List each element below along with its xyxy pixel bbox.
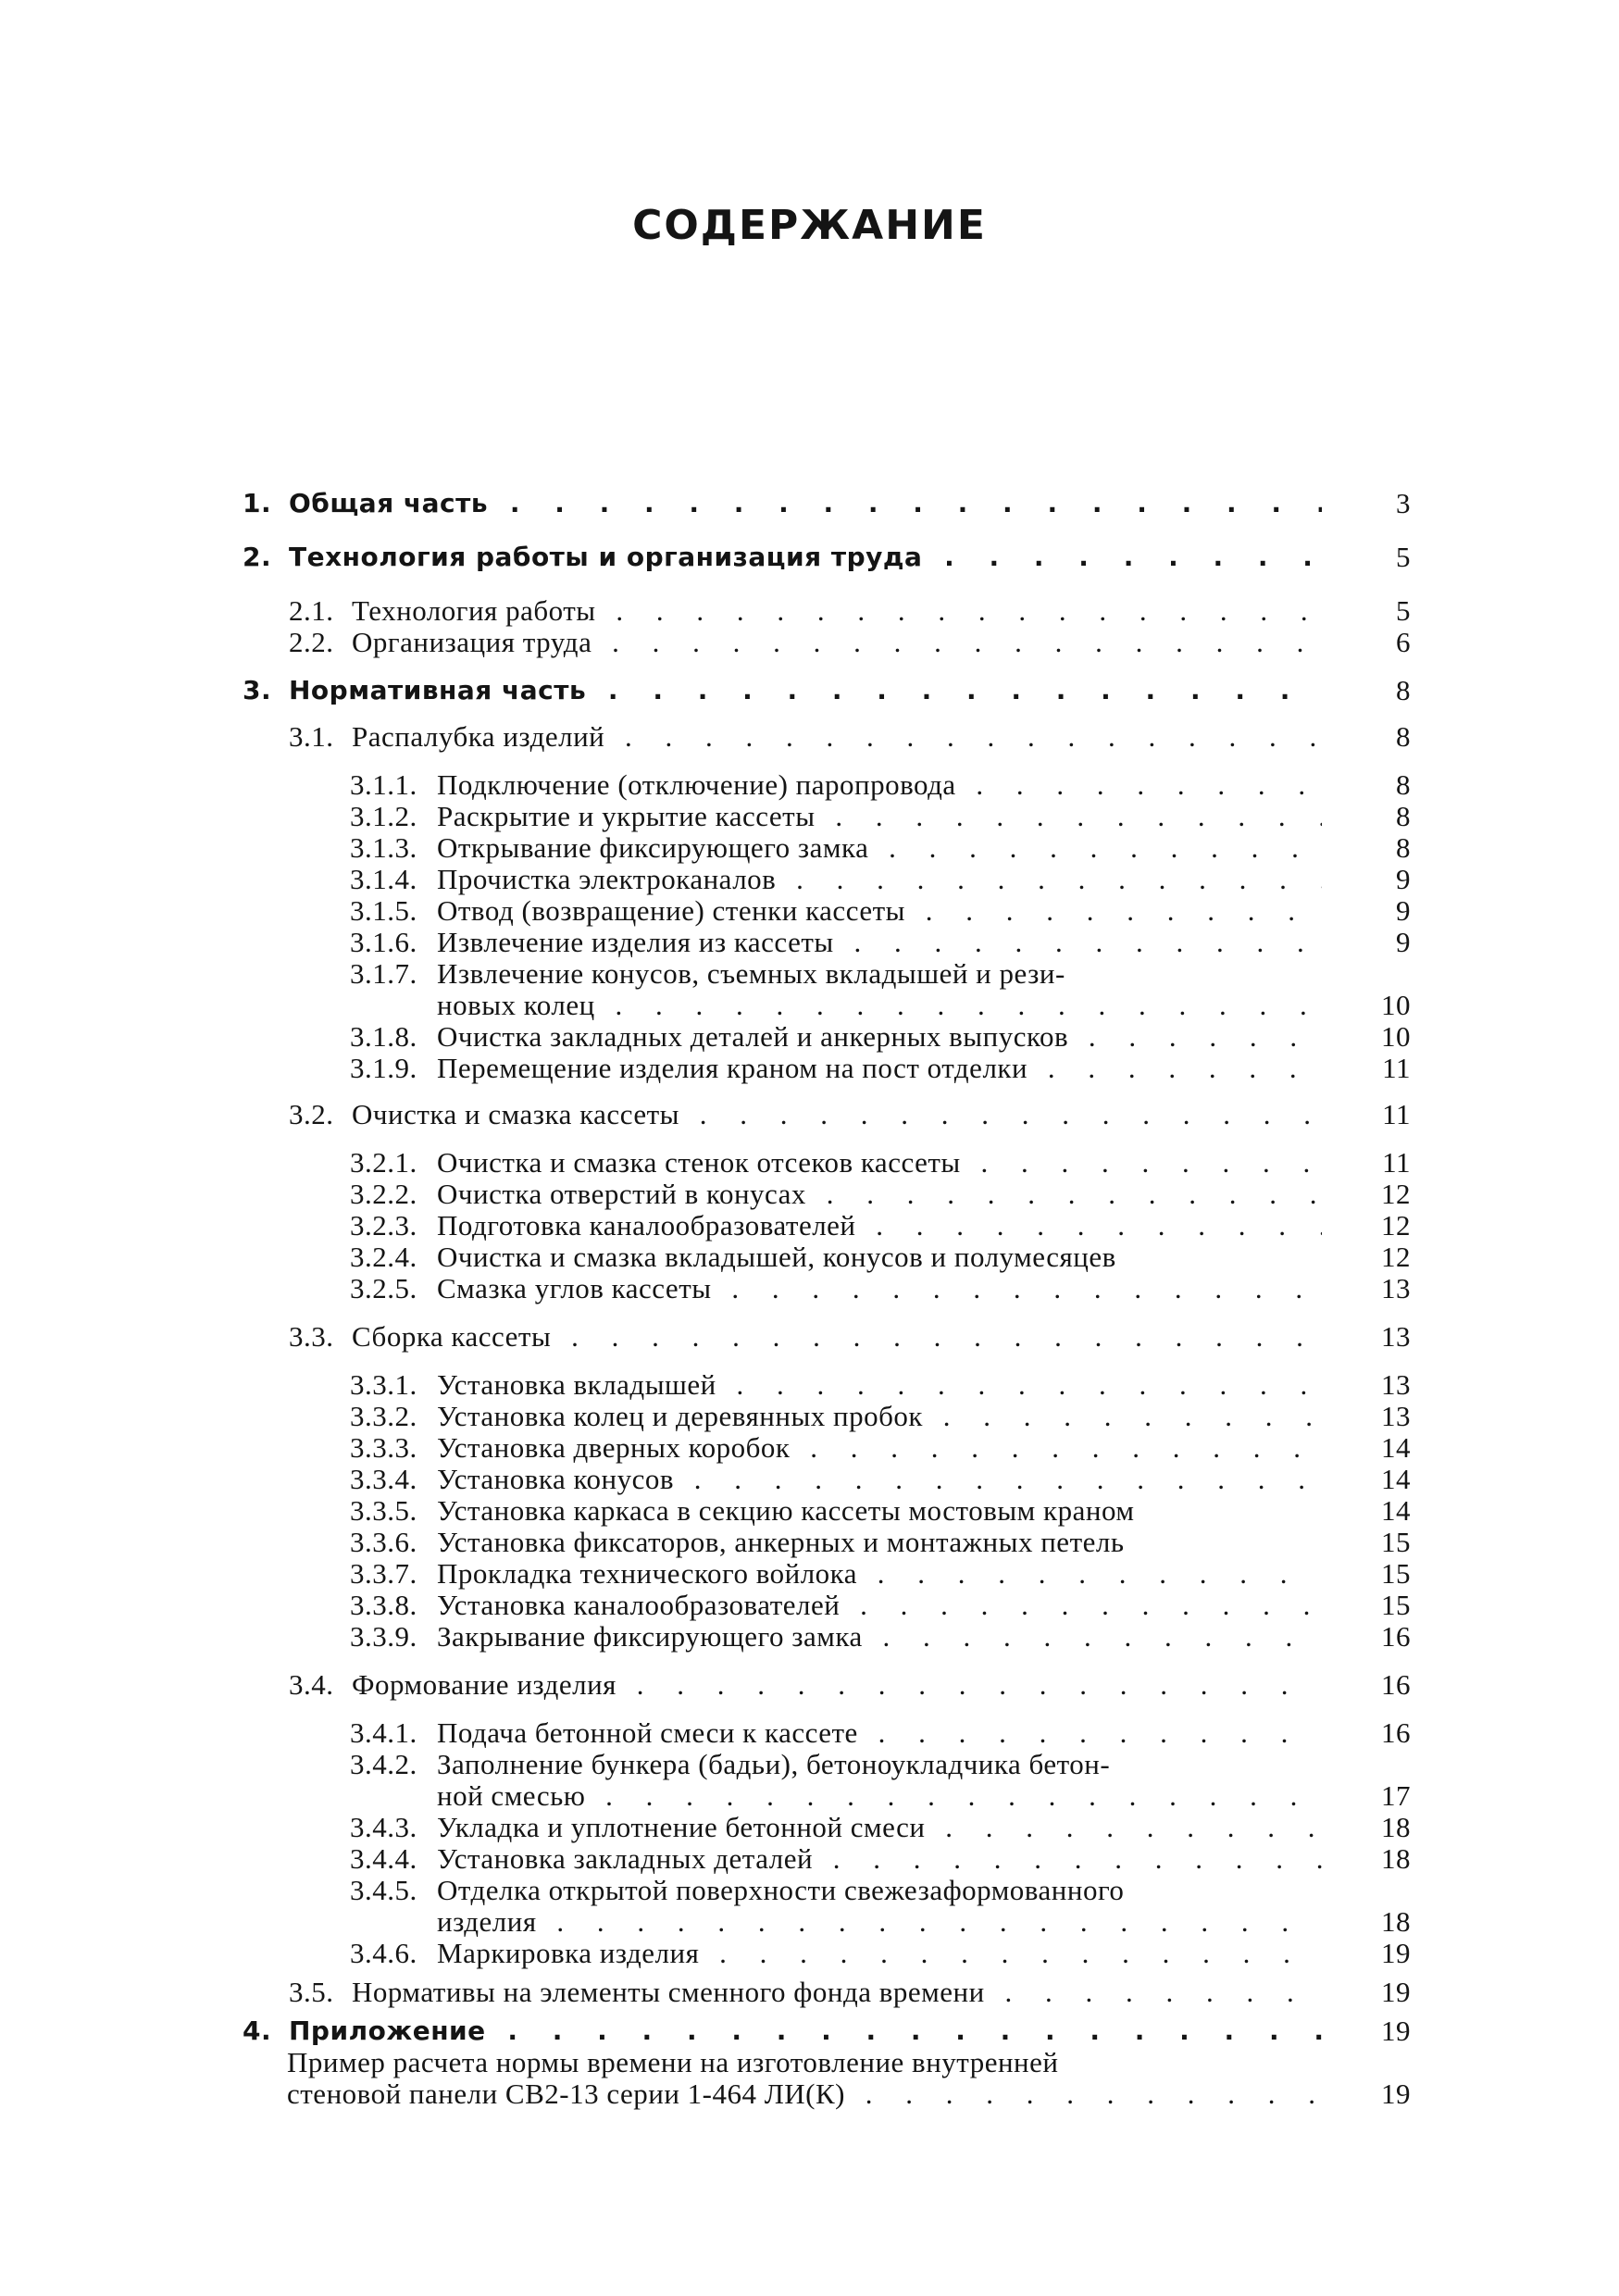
toc-entry-number: 3.4.6. — [350, 1937, 417, 1969]
toc-entry — [243, 1272, 1411, 1316]
toc-entry-title: Прокладка технического войлока . . . — [437, 1557, 1322, 1591]
toc-entry-page: 11 — [1382, 1098, 1411, 1130]
toc-entry-number: 3.1.7. — [350, 957, 417, 990]
toc-entry-title: Прочистка электроканалов . . . — [437, 863, 1322, 896]
toc-entry-title: Маркировка изделия . . . — [437, 1937, 1322, 1970]
toc-entry-title: Нормативная часть . . . — [289, 674, 1322, 707]
toc-entry — [243, 1976, 1411, 2020]
toc-entry-number: 3.1.8. — [350, 1020, 417, 1053]
toc-entry-page: 10 — [1381, 989, 1411, 1021]
toc-entry-page: 9 — [1396, 894, 1411, 927]
toc-entry-number: 3.3.4. — [350, 1463, 417, 1495]
toc-entry-title: Установка фиксаторов, анкерных и монтажных петель — [437, 1526, 1125, 1558]
toc-entry-page: 13 — [1381, 1400, 1411, 1432]
toc-entry-title: Открывание фиксирующего замка . . . — [437, 831, 1322, 865]
toc-entry-title: Очистка и смазка вкладышей, конусов и полумесяцев — [437, 1241, 1116, 1273]
toc-entry — [243, 957, 1411, 1022]
toc-entry-page: 17 — [1381, 1779, 1411, 1812]
toc-entry-page: 10 — [1381, 1020, 1411, 1053]
toc-entry-number: 3.4.4. — [350, 1842, 417, 1875]
toc-entry-page: 16 — [1381, 1620, 1411, 1653]
toc-entry-title: Перемещение изделия краном на пост отделки . . . — [437, 1052, 1322, 1085]
toc-entry-number: 3.3.2. — [350, 1400, 417, 1432]
toc-entry-page: 19 — [1381, 1976, 1411, 2008]
toc-entry-page: 14 — [1381, 1463, 1411, 1495]
toc-entry-number: 3.3.9. — [350, 1620, 417, 1653]
toc-entry-title-continuation: изделия . . . — [437, 1905, 1322, 1939]
toc-entry-number: 3.2.1. — [350, 1146, 417, 1179]
toc-entry-page: 14 — [1381, 1494, 1411, 1527]
toc-entry — [243, 1937, 1411, 1981]
toc-entry-page: 14 — [1381, 1431, 1411, 1464]
toc-entry-number: 3.2.3. — [350, 1209, 417, 1242]
toc-entry-title: Сборка кассеты . . . — [352, 1320, 1322, 1354]
toc-entry-number: 3.4.2. — [350, 1748, 417, 1780]
toc-entry-page: 8 — [1396, 800, 1411, 832]
toc-entry-number: 3.1.2. — [350, 800, 417, 832]
toc-entry-number: 3.1.9. — [350, 1052, 417, 1084]
toc-entry-page: 19 — [1381, 2015, 1411, 2047]
toc-entry-page: 13 — [1381, 1272, 1411, 1304]
toc-entry-title-continuation: стеновой панели СВ2-13 серии 1-464 ЛИ(К) . . . — [287, 2078, 1322, 2111]
toc-entry-page: 16 — [1381, 1668, 1411, 1701]
toc-entry-title: Установка каналообразователей . . . — [437, 1589, 1322, 1622]
toc-entry-page: 6 — [1396, 626, 1411, 658]
toc-entry-number: 3.3.7. — [350, 1557, 417, 1590]
toc-entry-page: 13 — [1381, 1320, 1411, 1353]
toc-entry-number: 3.3.6. — [350, 1526, 417, 1558]
toc-entry-page: 11 — [1382, 1146, 1411, 1179]
toc-entry-number: 3.4.1. — [350, 1716, 417, 1749]
toc-entry-title: Формование изделия . . . — [352, 1668, 1322, 1702]
toc-entry-number: 4. — [243, 2015, 272, 2046]
toc-entry-title: Укладка и уплотнение бетонной смеси . . . — [437, 1811, 1322, 1844]
toc-entry — [243, 1748, 1411, 1813]
toc-entry-page: 12 — [1381, 1241, 1411, 1273]
toc-entry-title: Установка вкладышей . . . — [437, 1368, 1322, 1402]
toc-entry-number: 3.2. — [289, 1098, 334, 1130]
toc-entry-title: Очистка и смазка стенок отсеков кассеты . . . — [437, 1146, 1322, 1179]
toc-entry-page: 9 — [1396, 863, 1411, 895]
toc-entry — [243, 1098, 1411, 1142]
toc-entry-title: Приложение . . . — [289, 2015, 1322, 2048]
toc-entry-number: 2. — [243, 542, 272, 572]
toc-entry-number: 3.3.3. — [350, 1431, 417, 1464]
toc-entry-title: Общая часть . . . — [289, 487, 1322, 520]
toc-entry-title: Распалубка изделий . . . — [352, 720, 1322, 754]
toc-entry-page: 18 — [1381, 1842, 1411, 1875]
toc-entry-title: Пример расчета нормы времени на изготовление внутренней — [287, 2046, 1059, 2078]
toc-entry-number: 3.3.1. — [350, 1368, 417, 1401]
toc-entry-title: Закрывание фиксирующего замка . . . — [437, 1620, 1322, 1653]
toc-entry-title: Подключение (отключение) паропровода . . . — [437, 768, 1322, 802]
toc-entry-number: 1. — [243, 488, 272, 518]
page-title: СОДЕРЖАНИЕ — [632, 202, 987, 249]
toc-entry-number: 3.5. — [289, 1976, 334, 2008]
toc-entry-number: 3.3. — [289, 1320, 334, 1353]
toc-entry — [243, 541, 1411, 585]
toc-entry-title: Подача бетонной смеси к кассете . . . — [437, 1716, 1322, 1750]
toc-entry — [243, 720, 1411, 765]
toc-entry-title-continuation: ной смесью . . . — [437, 1779, 1322, 1813]
table-of-contents — [243, 0, 1411, 2296]
toc-entry-page: 8 — [1396, 720, 1411, 753]
toc-entry-page: 3 — [1396, 487, 1411, 519]
toc-entry-number: 3.3.5. — [350, 1494, 417, 1527]
toc-entry-number: 2.2. — [289, 626, 334, 658]
toc-entry-page: 11 — [1382, 1052, 1411, 1084]
toc-entry-page: 8 — [1396, 768, 1411, 801]
toc-entry-page: 13 — [1381, 1368, 1411, 1401]
toc-entry-title: Организация труда . . . — [352, 626, 1322, 659]
toc-entry-title: Извлечение изделия из кассеты . . . — [437, 926, 1322, 959]
toc-entry-page: 12 — [1381, 1209, 1411, 1242]
toc-entry-page: 15 — [1381, 1557, 1411, 1590]
toc-entry-page: 12 — [1381, 1178, 1411, 1210]
toc-entry-number: 3.2.4. — [350, 1241, 417, 1273]
toc-entry — [243, 1668, 1411, 1713]
toc-entry — [243, 1620, 1411, 1665]
toc-entry-title: Раскрытие и укрытие кассеты . . . — [437, 800, 1322, 833]
toc-entry-number: 3.2.2. — [350, 1178, 417, 1210]
toc-entry-title: Подготовка каналообразователей . . . — [437, 1209, 1322, 1242]
toc-entry-title: Технология работы и организация труда . . . — [289, 541, 1322, 574]
toc-entry-title: Смазка углов кассеты . . . — [437, 1272, 1322, 1305]
toc-entry-page: 18 — [1381, 1905, 1411, 1938]
toc-entry-page: 8 — [1396, 831, 1411, 864]
toc-entry-title: Установка колец и деревянных пробок . . . — [437, 1400, 1322, 1433]
toc-entry-number: 2.1. — [289, 594, 334, 627]
toc-entry-title: Заполнение бункера (бадьи), бетоноукладчика бетон- — [437, 1748, 1111, 1780]
toc-entry-title: Извлечение конусов, съемных вкладышей и рези- — [437, 957, 1065, 990]
toc-entry-number: 3.1.5. — [350, 894, 417, 927]
toc-entry-page: 18 — [1381, 1811, 1411, 1843]
toc-entry — [243, 626, 1411, 670]
toc-entry — [243, 1052, 1411, 1096]
toc-entry-page: 19 — [1381, 1937, 1411, 1969]
toc-entry-number: 3.1.4. — [350, 863, 417, 895]
toc-entry-number: 3.1.3. — [350, 831, 417, 864]
toc-entry-number: 3. — [243, 675, 272, 705]
toc-entry-page: 9 — [1396, 926, 1411, 958]
toc-entry-page: 8 — [1396, 674, 1411, 706]
toc-entry-number: 3.1.6. — [350, 926, 417, 958]
toc-entry-title: Технология работы . . . — [352, 594, 1322, 628]
toc-entry-page: 15 — [1381, 1589, 1411, 1621]
toc-entry-number: 3.1. — [289, 720, 334, 753]
toc-entry — [243, 1874, 1411, 1939]
toc-entry-title: Установка каркаса в секцию кассеты мостовым краном — [437, 1494, 1135, 1527]
toc-entry-title: Очистка и смазка кассеты . . . — [352, 1098, 1322, 1131]
toc-entry-title: Очистка отверстий в конусах . . . — [437, 1178, 1322, 1211]
toc-entry-page: 16 — [1381, 1716, 1411, 1749]
toc-entry-title: Установка конусов . . . — [437, 1463, 1322, 1496]
toc-entry-page: 5 — [1396, 541, 1411, 573]
toc-entry-number: 3.4. — [289, 1668, 334, 1701]
toc-entry — [243, 487, 1411, 531]
toc-entry-number: 3.2.5. — [350, 1272, 417, 1304]
toc-entry-page: 19 — [1381, 2078, 1411, 2110]
toc-entry-title-continuation: новых колец . . . — [437, 989, 1322, 1022]
toc-entry-title: Отделка открытой поверхности свежезаформованного — [437, 1874, 1125, 1906]
toc-entry-title: Установка закладных деталей . . . — [437, 1842, 1322, 1876]
toc-entry — [243, 674, 1411, 718]
toc-entry-title: Отвод (возвращение) стенки кассеты . . . — [437, 894, 1322, 928]
toc-entry — [243, 1320, 1411, 1365]
toc-entry-number: 3.4.3. — [350, 1811, 417, 1843]
toc-entry-page: 5 — [1396, 594, 1411, 627]
toc-entry-title: Установка дверных коробок . . . — [437, 1431, 1322, 1465]
toc-entry-title: Нормативы на элементы сменного фонда времени . . . — [352, 1976, 1322, 2009]
toc-entry — [243, 2046, 1411, 2111]
toc-entry-number: 3.3.8. — [350, 1589, 417, 1621]
toc-entry-title: Очистка закладных деталей и анкерных выпусков . . . — [437, 1020, 1322, 1054]
toc-entry-number: 3.1.1. — [350, 768, 417, 801]
toc-entry-number: 3.4.5. — [350, 1874, 417, 1906]
toc-entry-page: 15 — [1381, 1526, 1411, 1558]
